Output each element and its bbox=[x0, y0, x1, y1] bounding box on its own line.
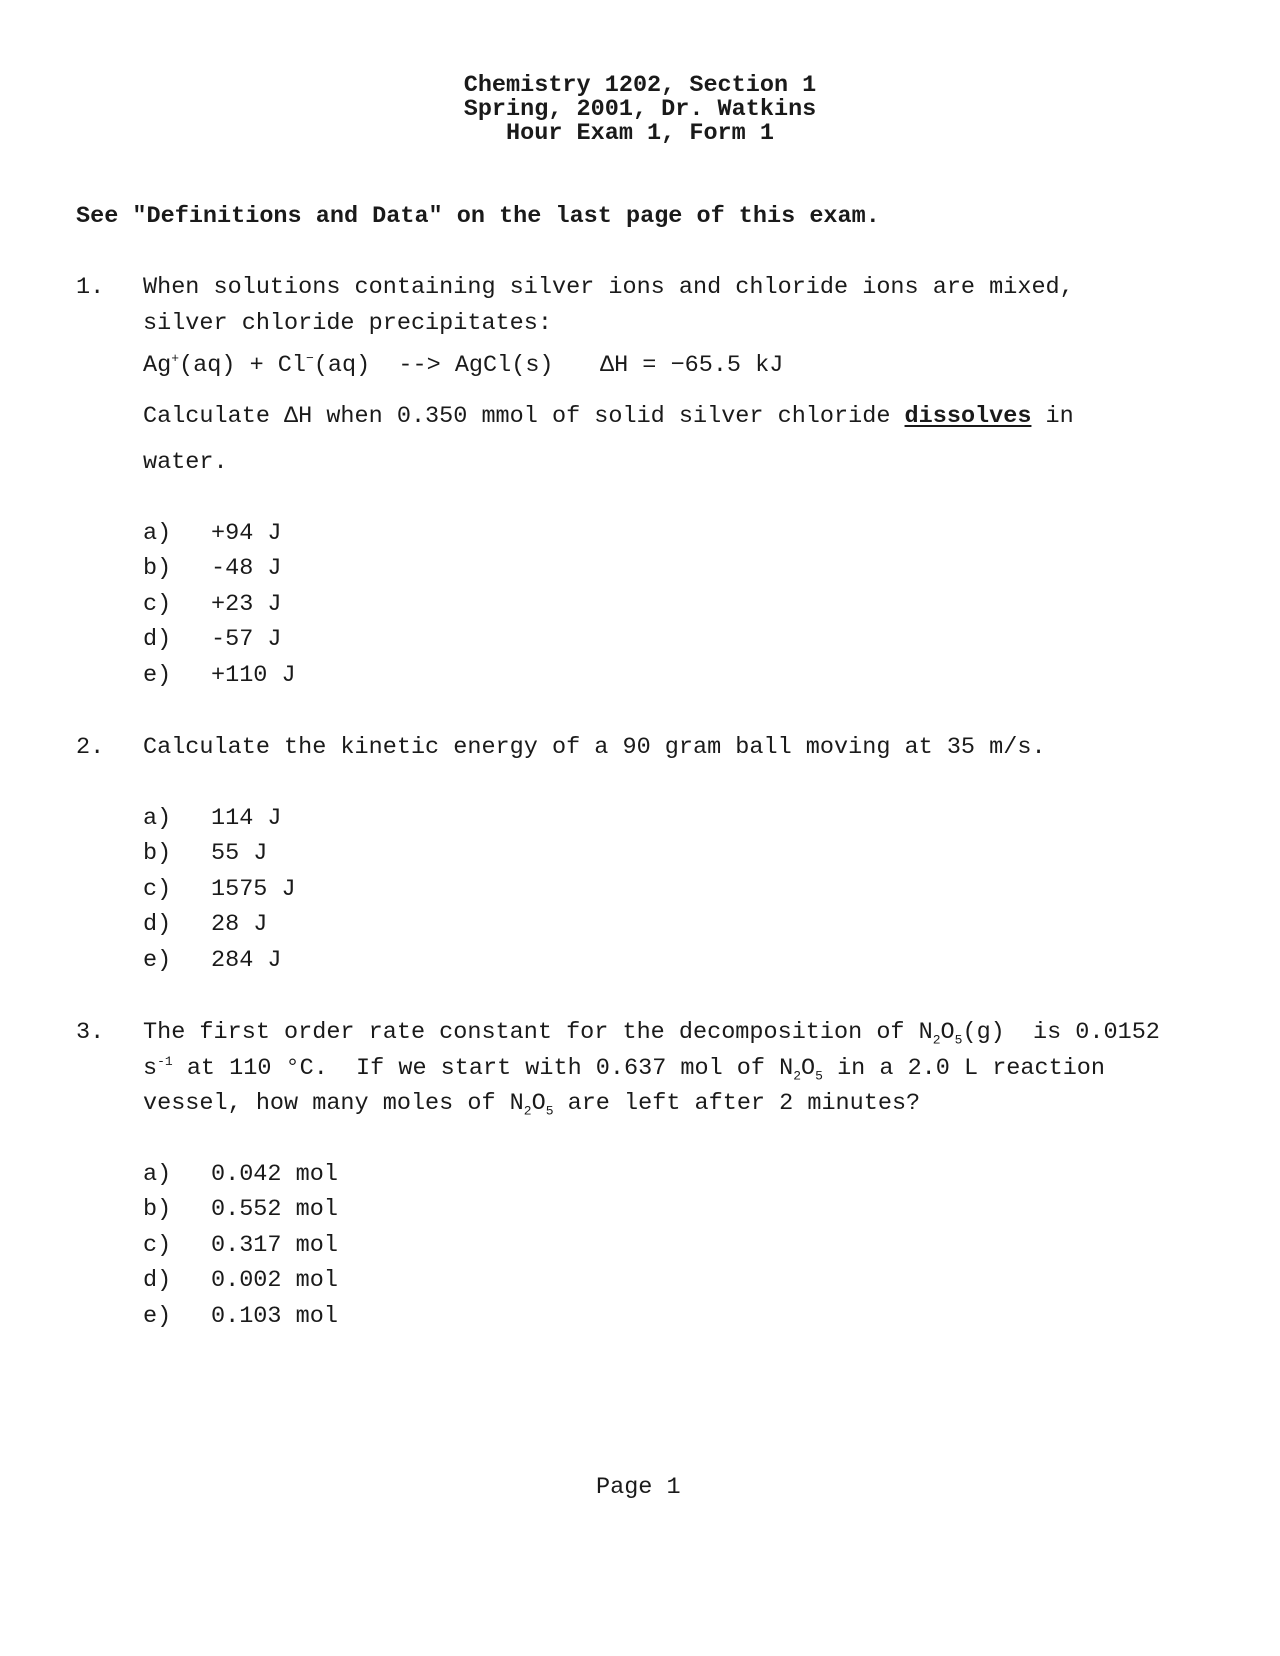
option-letter: b) bbox=[143, 555, 172, 582]
option-letter: b) bbox=[143, 840, 172, 867]
option-letter: d) bbox=[143, 911, 172, 938]
option-letter: a) bbox=[143, 805, 172, 832]
calc-text-end: in bbox=[1031, 403, 1074, 430]
option-letter: a) bbox=[143, 520, 172, 547]
calc-text: Calculate ΔH when 0.350 mmol of solid silver chloride bbox=[143, 403, 905, 430]
option-letter: e) bbox=[143, 1303, 172, 1330]
question-text: When solutions containing silver ions and chloride ions are mixed, bbox=[143, 274, 1074, 301]
option-letter: c) bbox=[143, 591, 172, 618]
option-answer: 0.103 mol bbox=[211, 1303, 338, 1330]
exam-title-line3: Hour Exam 1, Form 1 bbox=[506, 120, 774, 147]
exam-title-line1: Chemistry 1202, Section 1 bbox=[463, 72, 817, 99]
question-text: $s^{-1}$ at 110 °C. If we start with 0.637 mol of $N_2O_5$ in a 2.0 L reaction bbox=[143, 1054, 1106, 1084]
option-answer: 0.552 mol bbox=[211, 1196, 338, 1223]
enthalpy-value: ΔH = −65.5 kJ bbox=[600, 352, 784, 379]
option-answer: -48 J bbox=[211, 555, 282, 582]
question-text: water. bbox=[143, 449, 228, 476]
option-answer: +23 J bbox=[211, 591, 282, 618]
intro-note: See "Definitions and Data" on the last page of this exam. bbox=[76, 203, 880, 230]
question-text: vessel, how many moles of $N_2O_5$ are left after 2 minutes? bbox=[143, 1090, 921, 1119]
exam-title-line2: Spring, 2001, Dr. Watkins bbox=[463, 96, 817, 123]
page-number: Page 1 bbox=[596, 1474, 681, 1501]
reaction-equation bbox=[143, 352, 554, 379]
question-text: Calculate the kinetic energy of a 90 gram ball moving at 35 m/s. bbox=[143, 734, 1046, 761]
option-letter: a) bbox=[143, 1161, 172, 1188]
option-letter: d) bbox=[143, 1267, 172, 1294]
emphasis-dissolves: dissolves bbox=[904, 403, 1032, 430]
option-answer: 55 J bbox=[211, 840, 268, 867]
option-letter: c) bbox=[143, 876, 172, 903]
question-number: 1. bbox=[76, 274, 105, 301]
question-text: silver chloride precipitates: bbox=[143, 310, 552, 337]
option-answer: 0.317 mol bbox=[211, 1232, 338, 1259]
option-answer: 0.042 mol bbox=[211, 1161, 338, 1188]
option-letter: e) bbox=[143, 662, 172, 689]
option-answer: 114 J bbox=[211, 805, 282, 832]
eq-cl: + Cl bbox=[249, 352, 306, 379]
option-answer: 28 J bbox=[211, 911, 268, 938]
option-answer: 1575 J bbox=[211, 876, 296, 903]
question-text bbox=[143, 403, 1074, 430]
eq-products: (aq) --> AgCl(s) bbox=[313, 352, 554, 379]
option-letter: d) bbox=[143, 626, 172, 653]
eq-ag: Ag bbox=[143, 352, 172, 379]
option-letter: c) bbox=[143, 1232, 172, 1259]
option-answer: -57 J bbox=[211, 626, 282, 653]
question-number: 3. bbox=[76, 1019, 105, 1046]
option-letter: b) bbox=[143, 1196, 172, 1223]
question-number: 2. bbox=[76, 734, 105, 761]
question-text: The first order rate constant for the decomposition of $N_2O_5(g)$ is 0.0152 bbox=[143, 1019, 1160, 1048]
eq-ag-state: (aq) bbox=[179, 352, 236, 379]
option-answer: 284 J bbox=[211, 947, 282, 974]
option-letter: e) bbox=[143, 947, 172, 974]
option-answer: +110 J bbox=[211, 662, 296, 689]
eq-charge-minus: − bbox=[305, 351, 314, 367]
option-answer: +94 J bbox=[211, 520, 282, 547]
option-answer: 0.002 mol bbox=[211, 1267, 338, 1294]
eq-charge-plus: + bbox=[171, 351, 180, 367]
